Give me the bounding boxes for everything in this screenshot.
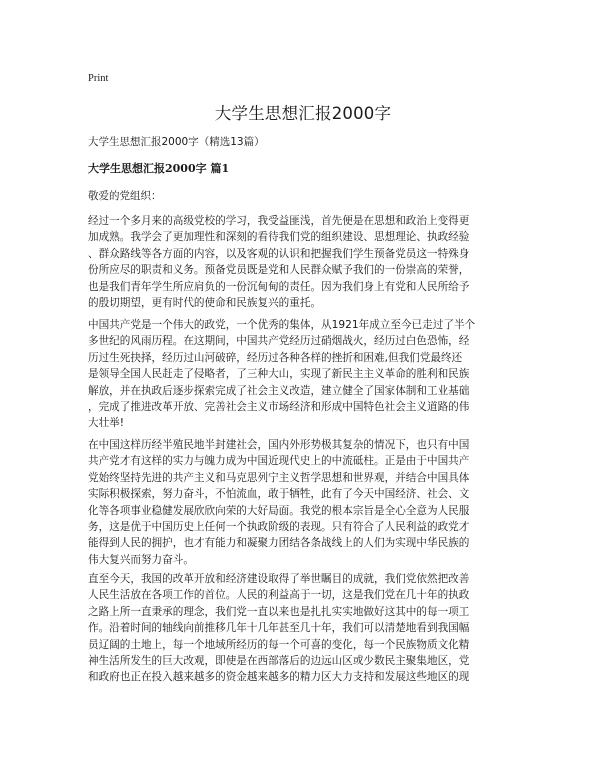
text-line: 员辽阔的土地上，每一个地域所经历的每一个可喜的变化，每一个民族物质文化精 <box>88 638 470 651</box>
text-line: 之路上所一直秉承的理念，我们党一直以来也是扎扎实实地做好这其中的每一项工 <box>88 605 470 618</box>
text-line: 也是我们青年学生所应肩负的一份沉甸甸的责任。因为我们身上有党和人民所给予 <box>88 280 470 293</box>
text-line: 务，这是优于中国历史上任何一个执政阶级的表现。只有符合了人民利益的政党才 <box>88 521 470 534</box>
page-title: 大学生思想汇报2000字 <box>214 104 392 123</box>
paragraph-4 <box>88 571 518 686</box>
text-line: 伟大复兴而努力奋斗。 <box>88 553 194 566</box>
text-line: 解放，并在执政后逐步探索完成了社会主义改造，建立健全了国家体制和工业基础 <box>88 384 470 397</box>
text-line: 直至今天，我国的改革开放和经济建设取得了举世瞩目的成就，我们党依然把改善 <box>88 573 470 585</box>
text-line: 实际积极探索，努力奋斗，不怕流血，敢于牺牲，此有了今天中国经济、社会、文 <box>88 488 470 501</box>
text-line: 是领导全国人民赶走了侵略者，了三种大山，实现了新民主主义革命的胜利和民族 <box>88 368 470 381</box>
text-line: 在中国这样历经半殖民地半封建社会，国内外形势极其复杂的情况下，也只有中国 <box>88 439 470 451</box>
text-line: 共产党才有这样的实力与魄力成为中国近现代史上的中流砥柱。正是由于中国共产 <box>88 455 470 468</box>
text-line: 大壮举! <box>88 417 125 430</box>
document-subtitle: 大学生思想汇报2000字（精选13篇） <box>88 136 265 148</box>
text-line: 人民生活放在各项工作的首位。人民的利益高于一切，这是我们党在几十年的执政 <box>88 589 470 602</box>
text-line: 多世纪的风雨历程。在这期间，中国共产党经历过硝烟战火，经历过白色恐怖，经 <box>88 335 470 348</box>
print-link[interactable]: Print <box>88 73 109 84</box>
paragraph-2 <box>88 317 518 432</box>
text-line: 份所应尽的职责和义务。预备党员既是党和人民群众赋予我们的一份崇高的荣誉， <box>88 264 470 277</box>
text-line: 中国共产党是一个伟大的政党，一个优秀的集体，从1921年成立至今已走过了半个 <box>88 319 476 331</box>
text-line: 能得到人民的拥护，也才有能力和凝聚力团结各条战线上的人们为实现中华民族的 <box>88 537 470 550</box>
text-line: ，完成了推进改革开放、完善社会主义市场经济和形成中国特色社会主义道路的伟 <box>88 401 470 414</box>
paragraph-3 <box>88 437 518 568</box>
text-line: 的殷切期望，更有时代的使命和民族复兴的重托。 <box>88 297 322 310</box>
paragraph-1 <box>88 213 518 311</box>
salutation: 敬爱的党组织： <box>88 190 162 202</box>
text-line: 经过一个多月来的高级党校的学习，我受益匪浅，首先便是在思想和政治上变得更 <box>88 215 470 227</box>
text-line: 化等各项事业稳健发展欣欣向荣的大好局面。我党的根本宗旨是全心全意为人民服 <box>88 504 470 517</box>
text-line: 历过生死抉择，经历过山河破碎，经历过各种各样的挫折和困难,但我们党最终还 <box>88 351 463 364</box>
text-line: 加成熟。我学会了更加理性和深刻的看待我们党的组织建设、思想理论、执政经验 <box>88 231 470 244</box>
text-line: 党始终坚持先进的共产主义和马克思列宁主义哲学思想和世界观，并结合中国具体 <box>88 471 470 484</box>
text-line: 、群众路线等各方面的内容，以及客观的认识和把握我们学生预备党员这一特殊身 <box>88 247 470 260</box>
text-line: 神生活所发生的巨大改观，即使是在西部落后的边远山区或少数民主聚集地区，党 <box>88 655 470 668</box>
text-line: 作。沿着时间的轴线向前推移几年十几年甚至几十年，我们可以清楚地看到我国幅 <box>88 622 470 635</box>
text-line: 和政府也正在投入越来越多的资金越来越多的精力区大力支持和发展这些地区的现 <box>88 671 470 684</box>
section-heading: 大学生思想汇报2000字 篇1 <box>88 162 230 175</box>
